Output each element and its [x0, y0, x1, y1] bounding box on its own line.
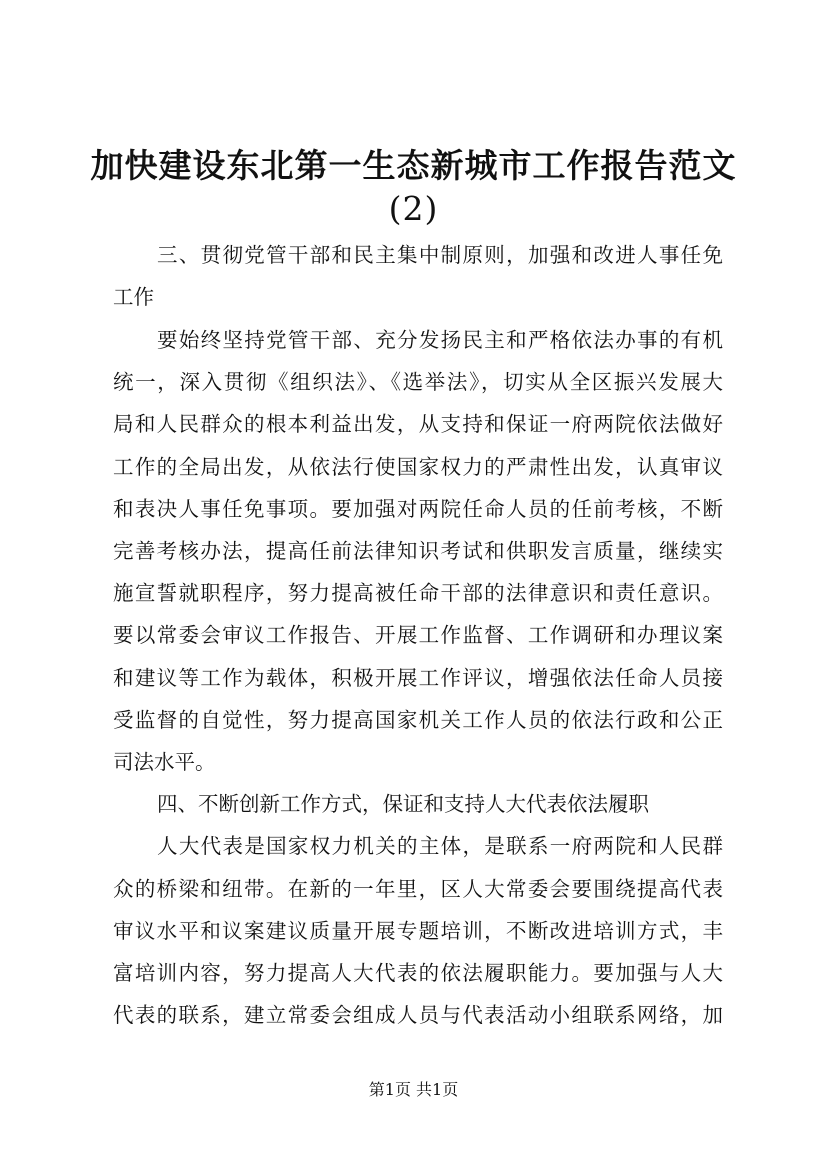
- page-number: 第1页 共1页: [368, 1080, 459, 1099]
- text-line: 施宣誓就职程序，努力提高被任命干部的法律意识和责任意识。: [113, 581, 723, 605]
- document-title-suffix: (2): [388, 189, 439, 228]
- text-line: 和表决人事任免事项。要加强对两院任命人员的任前考核，不断: [113, 497, 723, 521]
- text-line: 代表的联系，建立常委会组成人员与代表活动小组联系网络，加: [113, 1003, 723, 1027]
- text-line: 和建议等工作为载体，积极开展工作评议，增强依法任命人员接: [113, 666, 723, 690]
- section-heading: 四、不断创新工作方式，保证和支持人大代表依法履职: [157, 792, 649, 816]
- text-line: 工作的全局出发，从依法行使国家权力的严肃性出发，认真审议: [113, 455, 723, 479]
- text-line: 审议水平和议案建议质量开展专题培训，不断改进培训方式，丰: [113, 919, 723, 943]
- text-line: 富培训内容，努力提高人大代表的依法履职能力。要加强与人大: [113, 961, 723, 985]
- text-line: 司法水平。: [113, 750, 216, 774]
- text-line: 完善考核办法，提高任前法律知识考试和供职发言质量，继续实: [113, 539, 723, 563]
- text-line: 众的桥梁和纽带。在新的一年里，区人大常委会要围绕提高代表: [113, 877, 723, 901]
- text-line: 工作: [113, 285, 154, 309]
- section-heading: 三、贯彻党管干部和民主集中制原则，加强和改进人事任免: [157, 243, 723, 267]
- document-title: 加快建设东北第一生态新城市工作报告范文: [90, 146, 737, 185]
- text-line: 要以常委会审议工作报告、开展工作监督、工作调研和办理议案: [113, 623, 723, 647]
- text-line: 要始终坚持党管干部、充分发扬民主和严格依法办事的有机: [157, 328, 723, 352]
- text-line: 受监督的自觉性，努力提高国家机关工作人员的依法行政和公正: [113, 708, 723, 732]
- text-line: 统一，深入贯彻《组织法》、《选举法》，切实从全区振兴发展大: [113, 370, 723, 394]
- text-line: 局和人民群众的根本利益出发，从支持和保证一府两院依法做好: [113, 412, 723, 436]
- text-line: 人大代表是国家权力机关的主体，是联系一府两院和人民群: [157, 834, 723, 858]
